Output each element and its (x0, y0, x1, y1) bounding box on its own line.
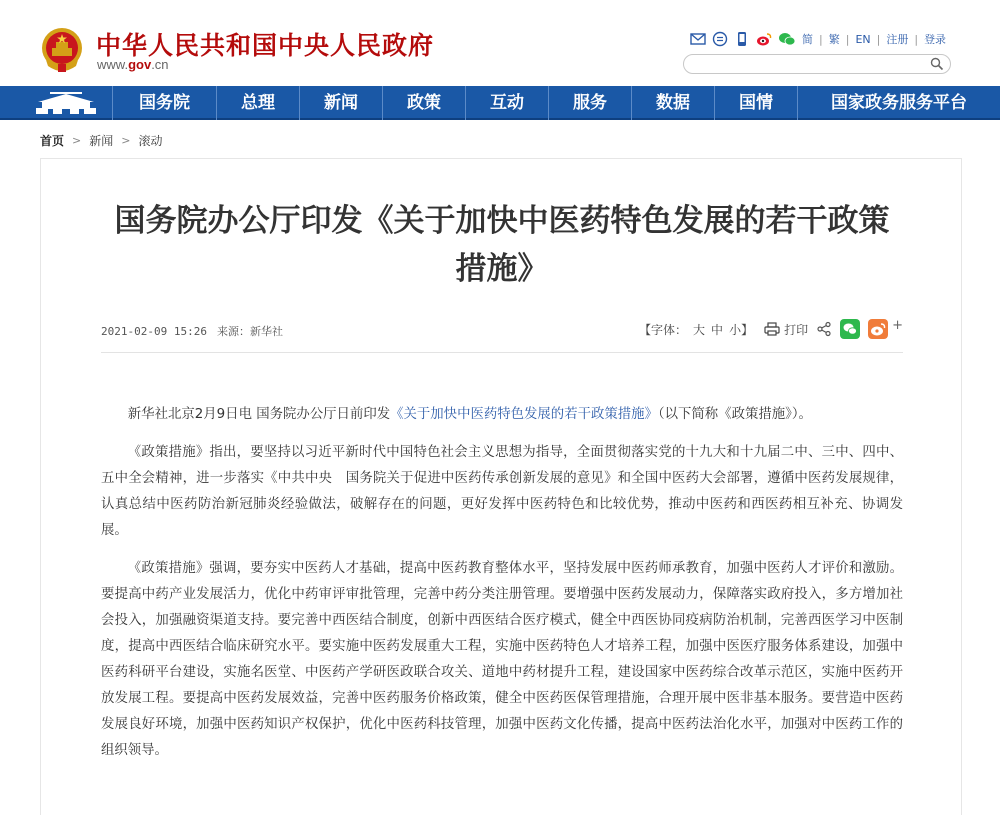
policy-document-link[interactable]: 《关于加快中医药特色发展的若干政策措施》 (390, 407, 658, 422)
breadcrumb-news[interactable]: 新闻 (89, 134, 114, 148)
site-title[interactable]: 中华人民共和国中央人民政府 (96, 31, 435, 60)
article-body (101, 402, 903, 776)
article-paragraph (101, 402, 903, 428)
share-icon[interactable] (816, 321, 832, 337)
nav-item-policy[interactable]: 政策 (382, 86, 465, 120)
search-input[interactable] (694, 57, 914, 71)
article-container (40, 158, 962, 815)
paragraph-lead: 新华社北京2月9日电 国务院办公厅日前印发 (127, 407, 391, 422)
article-publish-info (101, 323, 283, 339)
search-box (683, 54, 951, 74)
font-label: 【字体： (639, 322, 688, 337)
site-url-domain: gov (128, 57, 152, 72)
publish-datetime: 2021-02-09 15:26 (101, 325, 207, 338)
nav-item-news[interactable]: 新闻 (299, 86, 382, 120)
weibo-share-icon[interactable] (868, 319, 888, 339)
tool-separator: | (845, 32, 850, 46)
login-link[interactable]: 登录 (924, 33, 947, 46)
nav-item-service-platform[interactable]: 国家政务服务平台 (797, 86, 1000, 120)
print-label: 打印 (784, 322, 809, 337)
nav-item-state-council[interactable]: 国务院 (112, 86, 216, 120)
tool-separator: | (914, 32, 919, 46)
breadcrumb-scroll[interactable]: 滚动 (138, 134, 163, 148)
simplified-link[interactable]: 简 (802, 33, 813, 46)
wechat-share-icon[interactable] (840, 319, 860, 339)
wechat-icon[interactable] (778, 31, 796, 47)
printer-icon (764, 322, 780, 336)
mobile-icon[interactable] (734, 31, 750, 47)
search-icon[interactable] (930, 57, 944, 71)
share-more-button[interactable]: + (892, 317, 903, 333)
breadcrumb-separator: > (121, 134, 131, 147)
article-title: 国务院办公厅印发《关于加快中医药特色发展的若干政策措施》 (114, 203, 890, 287)
font-small-button[interactable]: 小】 (729, 322, 754, 337)
nav-item-interaction[interactable]: 互动 (465, 86, 548, 120)
font-medium-button[interactable]: 中 (711, 322, 724, 337)
meta-divider (101, 352, 903, 353)
message-icon[interactable] (712, 31, 728, 47)
source-name: 新华社 (249, 325, 283, 338)
article-tools (636, 319, 903, 339)
print-button[interactable] (764, 321, 808, 338)
nav-item-services[interactable]: 服务 (548, 86, 631, 120)
tool-separator: | (876, 32, 881, 46)
site-url-suffix: .cn (151, 57, 169, 72)
site-url (97, 57, 169, 72)
source-label: 来源： (216, 325, 250, 338)
site-url-prefix: www. (97, 57, 129, 72)
traditional-link[interactable]: 繁 (828, 33, 840, 46)
nav-item-premier[interactable]: 总理 (216, 86, 299, 120)
tool-separator: | (819, 32, 823, 46)
top-toolbar (690, 30, 946, 48)
mail-icon[interactable] (690, 31, 706, 47)
register-link[interactable]: 注册 (886, 33, 909, 46)
english-link[interactable]: EN (855, 32, 871, 46)
breadcrumb (40, 132, 162, 149)
nav-item-national-info[interactable]: 国情 (714, 86, 797, 120)
site-header (0, 0, 1000, 86)
tiananmen-icon[interactable] (30, 90, 102, 116)
weibo-icon[interactable] (756, 31, 772, 47)
font-size-control (636, 321, 756, 338)
national-emblem-icon[interactable] (40, 26, 84, 74)
font-large-button[interactable]: 大 (693, 322, 706, 337)
breadcrumb-home[interactable]: 首页 (40, 134, 65, 148)
article-meta (101, 319, 903, 343)
paragraph-tail: （以下简称《政策措施》）。 (657, 407, 812, 422)
article-paragraph: 《政策措施》指出，要坚持以习近平新时代中国特色社会主义思想为指导，全面贯彻落实党的十九大和十九届二中、三中、四中、五中全会精神，进一步落实《中共中央 国务院关于促进中医药传承创新发展的意见》和全国中医药大会部署，遵循中医药发展规律，认真总结中医药防治新冠肺炎经验做法，破解存在的问题，更好发挥中医药特色和比较优势，推动中医药和西医药相互补充、协调发展。 (101, 445, 903, 538)
breadcrumb-separator: > (72, 134, 82, 147)
article-paragraph: 《政策措施》强调，要夯实中医药人才基础，提高中医药教育整体水平，坚持发展中医药师承教育，加强中医药人才评价和激励。要提高中药产业发展活力，优化中药审评审批管理，完善中药分类注册管理。要增强中医药发展动力，保障落实政府投入，多方增加社会投入，加强融资渠道支持。要完善中西医结合制度，创新中西医结合医疗模式，健全中西医协同疫病防治机制，完善西医学习中医制度，提高中西医结合临床研究水平。要实施中医药发展重大工程，实施中医药特色人才培养工程，加强中医医疗服务体系建设，加强中医药科研平台建设，实施名医堂、中医药产学研医政联合攻关、道地中药材提升工程，建设国家中医药综合改革示范区，实施中医药开放发展工程。要提高中医药发展效益，完善中医药服务价格政策，健全中医药医保管理措施，合理开展中医非基本服务。要营造中医药发展良好环境，加强中医药知识产权保护，优化中医药科技管理，加强中医药文化传播，提高中医药法治化水平，加强对中医药工作的组织领导。 (101, 561, 903, 758)
main-nav (0, 86, 1000, 120)
nav-item-data[interactable]: 数据 (631, 86, 714, 120)
